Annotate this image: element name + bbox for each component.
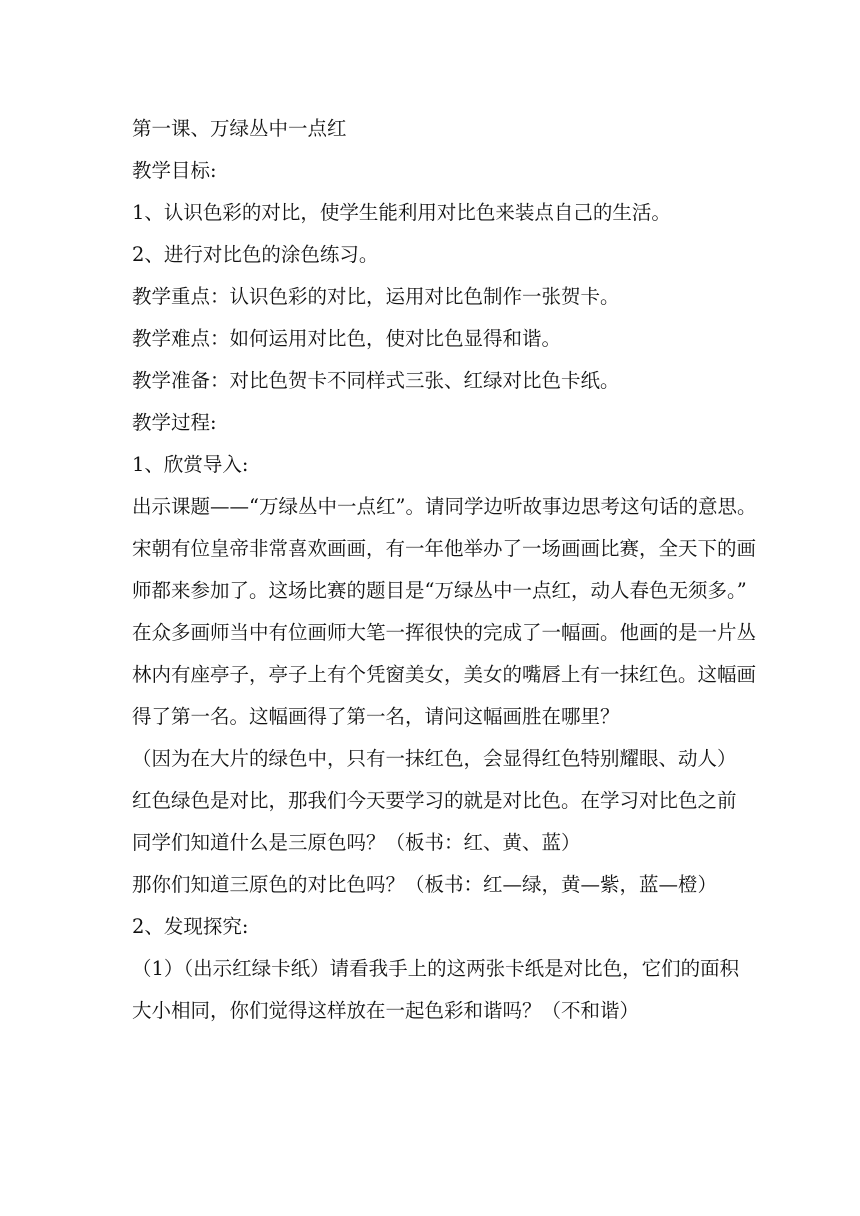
story-line: 林内有座亭子，亭子上有个凭窗美女，美女的嘴唇上有一抹红色。这幅画 — [132, 663, 757, 686]
story-line: 师都来参加了。这场比赛的题目是“万绿丛中一点红，动人春色无须多。” — [132, 579, 747, 602]
answer-text: （因为在大片的绿色中，只有一抹红色，会显得红色特别耀眼、动人） — [132, 747, 737, 770]
step-heading: 2、发现探究: — [132, 915, 249, 938]
objectives-heading: 教学目标: — [132, 159, 217, 182]
process-heading: 教学过程: — [132, 411, 217, 434]
paragraph-line: 大小相同，你们觉得这样放在一起色彩和谐吗？（不和谐） — [132, 999, 640, 1022]
paragraph-line: 那你们知道三原色的对比色吗？（板书：红—绿，黄—紫，蓝—橙） — [132, 873, 718, 896]
step-heading: 1、欣赏导入: — [132, 453, 249, 476]
document-body — [132, 113, 757, 1037]
objective-item: 1、认识色彩的对比，使学生能利用对比色来装点自己的生活。 — [132, 201, 671, 224]
key-point-text: 教学重点：认识色彩的对比，运用对比色制作一张贺卡。 — [132, 285, 620, 308]
objective-item: 2、进行对比色的涂色练习。 — [132, 243, 379, 266]
lesson-title: 第一课、万绿丛中一点红 — [132, 117, 347, 140]
paragraph-line: 红色绿色是对比，那我们今天要学习的就是对比色。在学习对比色之前 — [132, 789, 737, 812]
difficulty-text: 教学难点：如何运用对比色，使对比色显得和谐。 — [132, 327, 562, 350]
paragraph-line: （1）（出示红绿卡纸）请看我手上的这两张卡纸是对比色，它们的面积 — [132, 957, 740, 980]
story-line: 得了第一名。这幅画得了第一名，请问这幅画胜在哪里？ — [132, 705, 620, 728]
story-line: 在众多画师当中有位画师大笔一挥很快的完成了一幅画。他画的是一片丛 — [132, 621, 757, 644]
paragraph-line: 同学们知道什么是三原色吗？（板书：红、黄、蓝） — [132, 831, 581, 854]
story-line: 出示课题——“万绿丛中一点红”。请同学边听故事边思考这句话的意思。 — [132, 495, 757, 518]
preparation-text: 教学准备：对比色贺卡不同样式三张、红绿对比色卡纸。 — [132, 369, 620, 392]
story-line: 宋朝有位皇帝非常喜欢画画，有一年他举办了一场画画比赛，全天下的画 — [132, 537, 757, 560]
